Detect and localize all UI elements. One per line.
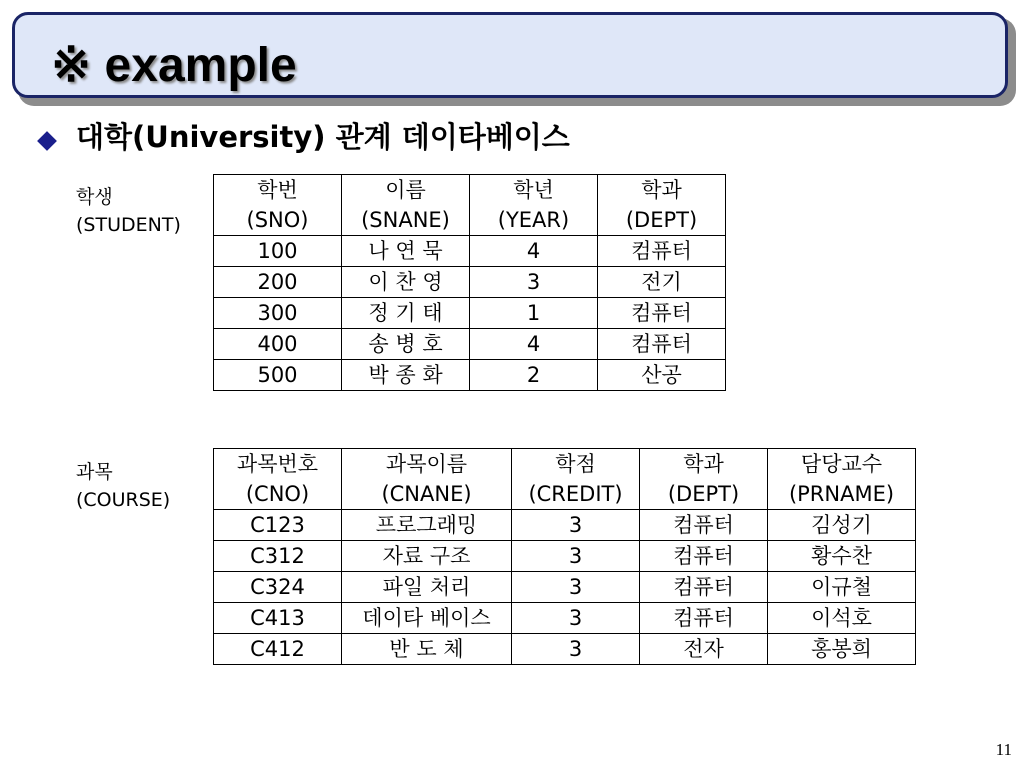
table-cell: 4 [470, 236, 598, 267]
header-code: (CNANE) [381, 482, 472, 506]
course-label-korean: 과목 [76, 461, 113, 483]
column-header-dept [598, 175, 726, 236]
table-cell: 이규철 [768, 572, 916, 603]
table-cell: 3 [512, 572, 640, 603]
header-code: (PRNAME) [788, 482, 895, 506]
table-cell: 200 [214, 267, 342, 298]
header-label: 학년 [513, 178, 554, 202]
header-label: 이름 [385, 178, 426, 202]
course-label [76, 458, 170, 514]
table-cell: C412 [214, 634, 342, 665]
table-cell: 컴퓨터 [640, 510, 768, 541]
table-header-row [214, 449, 916, 510]
header-code: (DEPT) [625, 208, 698, 232]
header-code: (YEAR) [497, 208, 570, 232]
table-cell: 정 기 태 [342, 298, 470, 329]
table-row [214, 236, 726, 267]
table-cell: 이석호 [768, 603, 916, 634]
table-cell: 컴퓨터 [598, 329, 726, 360]
table-cell: 반 도 체 [342, 634, 512, 665]
course-label-english: (COURSE) [76, 489, 171, 511]
table-cell: 500 [214, 360, 342, 391]
column-header-sname [342, 175, 470, 236]
header-code: (CREDIT) [528, 482, 623, 506]
table-cell: 1 [470, 298, 598, 329]
column-header-cno [214, 449, 342, 510]
table-cell: 자료 구조 [342, 541, 512, 572]
header-label: 담당교수 [800, 452, 883, 476]
column-header-dept [640, 449, 768, 510]
table-row [214, 634, 916, 665]
table-cell: 프로그래밍 [342, 510, 512, 541]
table-cell: 데이타 베이스 [342, 603, 512, 634]
table-cell: 송 병 호 [342, 329, 470, 360]
table-cell: 컴퓨터 [598, 298, 726, 329]
table-cell: 이 찬 영 [342, 267, 470, 298]
table-cell: C324 [214, 572, 342, 603]
title-banner [12, 12, 1008, 98]
table-header-row [214, 175, 726, 236]
header-code: (SNANE) [361, 208, 450, 232]
table-cell: C413 [214, 603, 342, 634]
table-cell: 300 [214, 298, 342, 329]
slide-title: ※ example [51, 39, 297, 92]
table-cell: 전자 [640, 634, 768, 665]
table-cell: 2 [470, 360, 598, 391]
table-cell: C312 [214, 541, 342, 572]
table-cell: 3 [512, 541, 640, 572]
table-row [214, 572, 916, 603]
column-header-year [470, 175, 598, 236]
header-label: 과목번호 [236, 452, 319, 476]
header-code: (CNO) [245, 482, 310, 506]
table-row [214, 360, 726, 391]
column-header-credit [512, 449, 640, 510]
table-cell: 나 연 묵 [342, 236, 470, 267]
table-cell: 컴퓨터 [598, 236, 726, 267]
table-cell: 3 [512, 634, 640, 665]
table-cell: 400 [214, 329, 342, 360]
header-label: 학과 [641, 178, 682, 202]
column-header-cname [342, 449, 512, 510]
table-cell: 컴퓨터 [640, 541, 768, 572]
table-row [214, 298, 726, 329]
diamond-bullet-icon [37, 131, 57, 151]
column-header-prname [768, 449, 916, 510]
header-label: 학과 [683, 452, 724, 476]
header-code: (SNO) [246, 208, 309, 232]
table-cell: 박 종 화 [342, 360, 470, 391]
header-label: 학번 [257, 178, 298, 202]
table-cell: 산공 [598, 360, 726, 391]
table-cell: 컴퓨터 [640, 572, 768, 603]
table-cell: 파일 처리 [342, 572, 512, 603]
slide-subtitle: 대학(University) 관계 데이타베이스 [76, 120, 570, 154]
table-row [214, 267, 726, 298]
course-table [213, 448, 916, 665]
header-code: (DEPT) [667, 482, 740, 506]
student-label-english: (STUDENT) [76, 214, 181, 236]
table-cell: 3 [512, 510, 640, 541]
table-cell: 홍봉희 [768, 634, 916, 665]
table-cell: 황수찬 [768, 541, 916, 572]
student-label-korean: 학생 [76, 186, 113, 208]
table-cell: 컴퓨터 [640, 603, 768, 634]
table-row [214, 541, 916, 572]
table-cell: 김성기 [768, 510, 916, 541]
table-row [214, 603, 916, 634]
table-cell: 100 [214, 236, 342, 267]
table-cell: 전기 [598, 267, 726, 298]
table-cell: 3 [512, 603, 640, 634]
student-label [76, 183, 181, 239]
page-number: 11 [995, 740, 1012, 759]
table-cell: 3 [470, 267, 598, 298]
table-row [214, 510, 916, 541]
column-header-sno [214, 175, 342, 236]
header-label: 학점 [555, 452, 596, 476]
table-cell: C123 [214, 510, 342, 541]
student-table [213, 174, 726, 391]
table-row [214, 329, 726, 360]
table-cell: 4 [470, 329, 598, 360]
header-label: 과목이름 [385, 452, 468, 476]
